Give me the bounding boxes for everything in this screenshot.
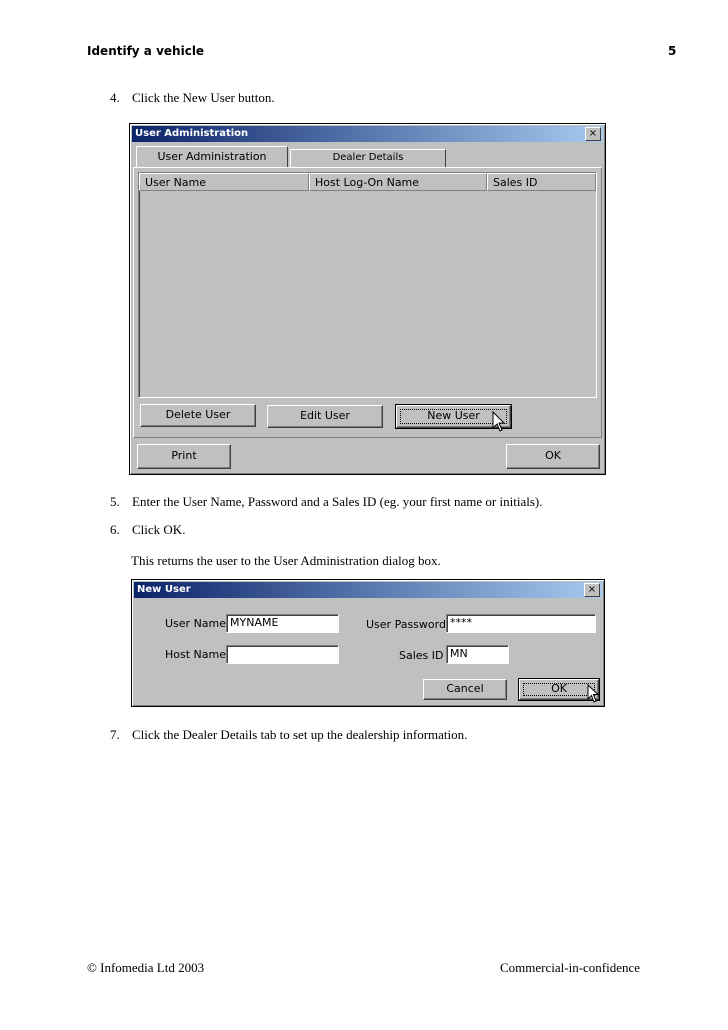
step-7 bbox=[110, 727, 467, 743]
delete-user-button[interactable]: Delete User bbox=[140, 404, 256, 427]
step-number: 6. bbox=[110, 522, 120, 537]
step-text: Click the New User button. bbox=[132, 90, 275, 105]
dialog-title: New User bbox=[137, 584, 191, 595]
step-text: Click OK. bbox=[132, 522, 186, 537]
footer-copyright: © Infomedia Ltd 2003 bbox=[87, 960, 205, 975]
step-4 bbox=[110, 90, 275, 106]
ok-button[interactable]: OK bbox=[519, 679, 599, 700]
user-password-field[interactable]: **** bbox=[446, 614, 596, 633]
step-5 bbox=[110, 494, 542, 510]
column-header-sales-id[interactable]: Sales ID bbox=[487, 173, 596, 191]
tab-user-administration[interactable]: User Administration bbox=[136, 146, 288, 168]
user-list[interactable] bbox=[138, 172, 597, 398]
sales-id-label: Sales ID bbox=[399, 649, 444, 662]
step-number: 5. bbox=[110, 494, 120, 509]
step-6 bbox=[110, 522, 185, 538]
user-name-label: User Name bbox=[165, 617, 227, 630]
cancel-button[interactable]: Cancel bbox=[423, 679, 507, 700]
dialog-title: User Administration bbox=[135, 128, 249, 139]
step-number: 7. bbox=[110, 727, 120, 742]
new-user-dialog bbox=[131, 579, 605, 707]
host-name-field[interactable] bbox=[226, 645, 339, 664]
step-6-note: This returns the user to the User Administration dialog box. bbox=[131, 553, 441, 568]
dialog-titlebar[interactable] bbox=[134, 582, 602, 598]
column-header-user-name[interactable]: User Name bbox=[139, 173, 309, 191]
edit-user-button[interactable]: Edit User bbox=[267, 405, 383, 428]
close-icon[interactable]: × bbox=[585, 127, 601, 141]
column-header-host-log-on-name[interactable]: Host Log-On Name bbox=[309, 173, 487, 191]
step-text: Enter the User Name, Password and a Sales ID (eg. your first name or initials). bbox=[132, 494, 543, 509]
mouse-pointer-icon bbox=[587, 684, 599, 704]
tab-dealer-details[interactable]: Dealer Details bbox=[290, 149, 446, 167]
user-name-field[interactable]: MYNAME bbox=[226, 614, 339, 633]
footer-confidentiality: Commercial-in-confidence bbox=[500, 960, 641, 975]
ok-button[interactable]: OK bbox=[506, 444, 600, 469]
host-name-label: Host Name bbox=[165, 648, 226, 661]
step-text: Click the Dealer Details tab to set up the dealership information. bbox=[132, 727, 468, 742]
sales-id-field[interactable]: MN bbox=[446, 645, 509, 664]
print-button[interactable]: Print bbox=[137, 444, 231, 469]
step-number: 4. bbox=[110, 90, 120, 105]
page-number: 5 bbox=[668, 44, 677, 58]
dialog-titlebar[interactable] bbox=[132, 126, 603, 142]
user-administration-dialog bbox=[129, 123, 606, 475]
new-user-button[interactable]: New User bbox=[396, 405, 511, 428]
close-icon[interactable]: × bbox=[584, 583, 600, 597]
header-title: Identify a vehicle bbox=[87, 44, 205, 58]
user-password-label: User Password bbox=[366, 618, 446, 631]
mouse-pointer-icon bbox=[492, 411, 506, 433]
